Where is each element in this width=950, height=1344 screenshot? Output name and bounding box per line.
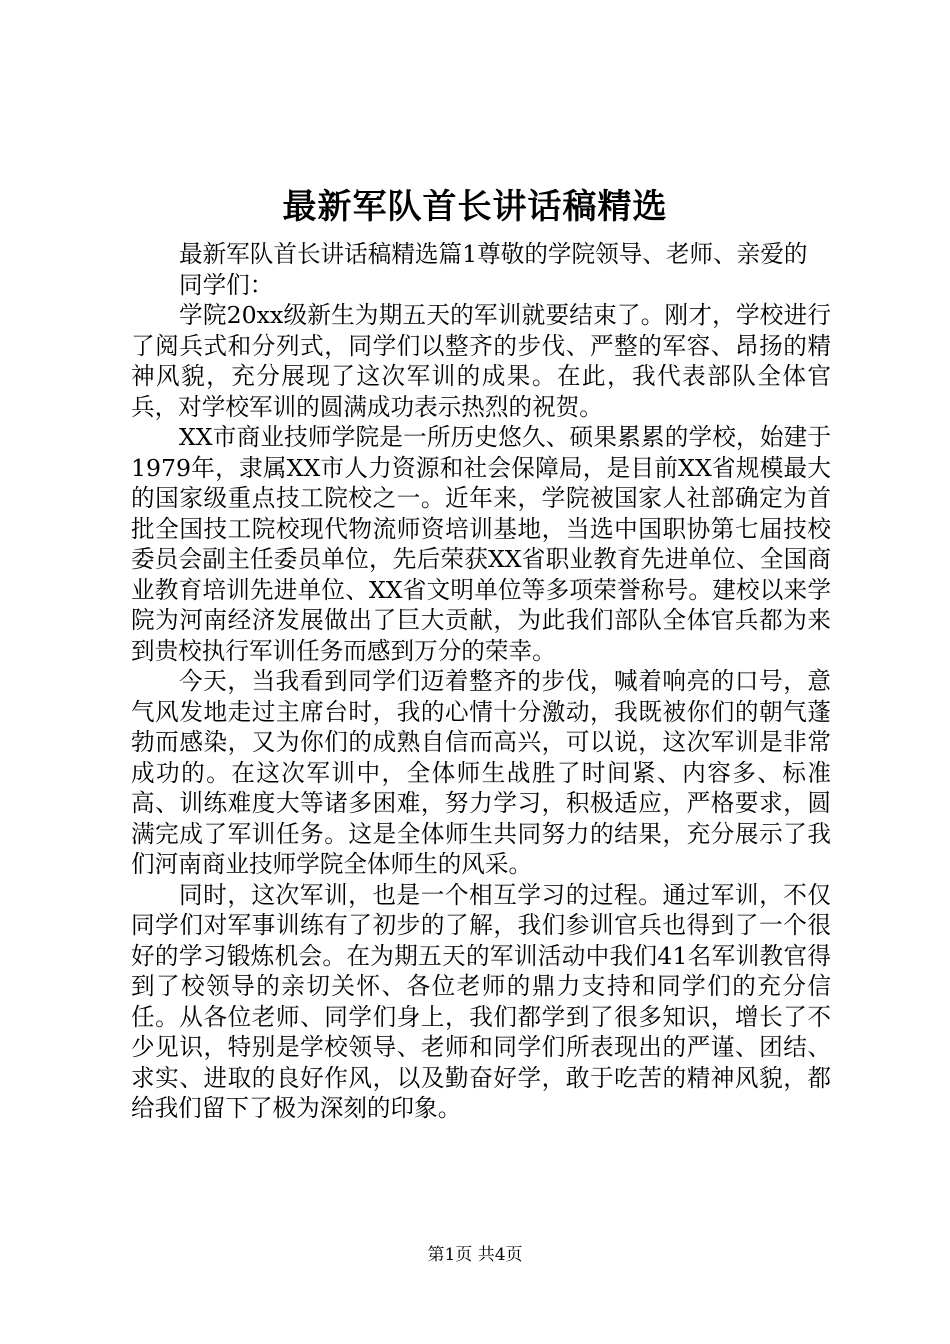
page-footer: 第1页 共4页 xyxy=(427,1245,523,1265)
paragraph-today: 今天，当我看到同学们迈着整齐的步伐，喊着响亮的口号，意气风发地走过主席台时，我的心情十分激动，我既被你们的朝气蓬勃而感染，又为你们的成熟自信而高兴，可以说，这次军训是非常成功的。在这次军训中，全体师生战胜了时间紧、内容多、标准高、训练难度大等诸多困难，努力学习，积极适应，严格要求，圆满完成了军训任务。这是全体师生共同努力的结果，充分展示了我们河南商业技师学院全体师生的风采。 xyxy=(131,667,831,878)
paragraph-opening: 最新军队首长讲话稿精选篇1尊敬的学院领导、老师、亲爱的 xyxy=(179,240,808,268)
paragraph-school-intro: XX市商业技师学院是一所历史悠久、硕果累累的学校，始建于1979年，隶属XX市人力资源和社会保障局，是目前XX省规模最大的国家级重点技工院校之一。近年来，学院被国家人社部确定为首批全国技工院校现代物流师资培训基地，当选中国职协第七届技校委员会副主任委员单位，先后荣获XX省职业教育先进单位、全国商业教育培训先进单位、XX省文明单位等多项荣誉称号。建校以来学院为河南经济发展做出了巨大贡献，为此我们部队全体官兵都为来到贵校执行军训任务而感到万分的荣幸。 xyxy=(131,423,831,665)
paragraph-training-end: 学院20xx级新生为期五天的军训就要结束了。刚才，学校进行了阅兵式和分列式，同学们以整齐的步伐、严整的军容、昂扬的精神风貌，充分展现了这次军训的成果。在此，我代表部队全体官兵，对学校军训的圆满成功表示热烈的祝贺。 xyxy=(131,301,831,421)
paragraph-mutual-learning: 同时，这次军训，也是一个相互学习的过程。通过军训，不仅同学们对军事训练有了初步的了解，我们参训官兵也得到了一个很好的学习锻炼机会。在为期五天的军训活动中我们41名军训教官得到了校领导的亲切关怀、各位老师的鼎力支持和同学们的充分信任。从各位老师、同学们身上，我们都学到了很多知识，增长了不少见识，特别是学校领导、老师和同学们所表现出的严谨、团结、求实、进取的良好作风，以及勤奋好学，敢于吃苦的精神风貌，都给我们留下了极为深刻的印象。 xyxy=(131,880,831,1122)
document-body xyxy=(131,239,831,1124)
document-title: 最新军队首长讲话稿精选 xyxy=(282,187,668,227)
paragraph-salutation: 同学们： xyxy=(179,270,274,299)
